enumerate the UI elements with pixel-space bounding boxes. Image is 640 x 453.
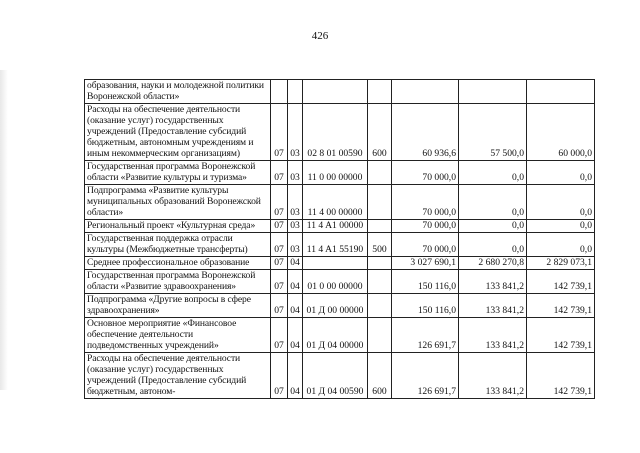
podrazdel-cell: 04 bbox=[288, 270, 303, 294]
razdel-cell: 07 bbox=[271, 233, 288, 257]
podrazdel-cell: 04 bbox=[288, 318, 303, 353]
amount-year2-cell: 133 841,2 bbox=[459, 318, 527, 353]
amount-year1-cell: 3 027 690,1 bbox=[392, 257, 459, 270]
table-row bbox=[85, 270, 595, 294]
amount-year1-cell: 150 116,0 bbox=[392, 294, 459, 318]
razdel-cell: 07 bbox=[271, 104, 288, 161]
table-row bbox=[85, 104, 595, 161]
razdel-cell: 07 bbox=[271, 161, 288, 185]
expense-type-cell bbox=[368, 185, 392, 220]
amount-year1-cell: 150 116,0 bbox=[392, 270, 459, 294]
target-article-cell bbox=[303, 80, 368, 104]
table-row bbox=[85, 353, 595, 399]
razdel-cell bbox=[271, 80, 288, 104]
amount-year3-cell: 142 739,1 bbox=[527, 353, 595, 399]
target-article-cell: 02 8 01 00590 bbox=[303, 104, 368, 161]
row-name-cell: Расходы на обеспечение деятельности (оказание услуг) государственных учреждений (Предоставление субсидий бюджетным, автоном- bbox=[85, 353, 271, 399]
table-row bbox=[85, 80, 595, 104]
expense-type-cell: 600 bbox=[368, 353, 392, 399]
row-name-cell: Среднее профессиональное образование bbox=[85, 257, 271, 270]
amount-year2-cell: 133 841,2 bbox=[459, 294, 527, 318]
table-row bbox=[85, 233, 595, 257]
podrazdel-cell: 04 bbox=[288, 353, 303, 399]
podrazdel-cell: 03 bbox=[288, 220, 303, 233]
expense-type-cell bbox=[368, 220, 392, 233]
expense-type-cell bbox=[368, 161, 392, 185]
amount-year1-cell: 126 691,7 bbox=[392, 353, 459, 399]
podrazdel-cell: 03 bbox=[288, 161, 303, 185]
amount-year2-cell: 0,0 bbox=[459, 220, 527, 233]
podrazdel-cell: 03 bbox=[288, 185, 303, 220]
amount-year3-cell: 0,0 bbox=[527, 161, 595, 185]
amount-year2-cell: 57 500,0 bbox=[459, 104, 527, 161]
budget-table-body bbox=[85, 80, 595, 399]
scan-shadow bbox=[0, 70, 8, 390]
podrazdel-cell: 03 bbox=[288, 233, 303, 257]
row-name-cell: Расходы на обеспечение деятельности (оказание услуг) государственных учреждений (Предоставление субсидий бюджетным, автономным учреждениям и иным некоммерческим организациям) bbox=[85, 104, 271, 161]
target-article-cell: 11 0 00 00000 bbox=[303, 161, 368, 185]
amount-year1-cell: 126 691,7 bbox=[392, 318, 459, 353]
expense-type-cell bbox=[368, 270, 392, 294]
podrazdel-cell: 04 bbox=[288, 257, 303, 270]
row-name-cell: Основное мероприятие «Финансовое обеспечение деятельности подведомственных учреждений» bbox=[85, 318, 271, 353]
amount-year3-cell: 60 000,0 bbox=[527, 104, 595, 161]
expense-type-cell: 600 bbox=[368, 104, 392, 161]
amount-year2-cell: 2 680 270,8 bbox=[459, 257, 527, 270]
amount-year3-cell: 142 739,1 bbox=[527, 318, 595, 353]
row-name-cell: Подпрограмма «Другие вопросы в сфере здравоохранения» bbox=[85, 294, 271, 318]
target-article-cell: 01 Д 04 00000 bbox=[303, 318, 368, 353]
amount-year1-cell bbox=[392, 80, 459, 104]
razdel-cell: 07 bbox=[271, 353, 288, 399]
table-row bbox=[85, 294, 595, 318]
page-number: 426 bbox=[311, 30, 329, 42]
table-row bbox=[85, 185, 595, 220]
amount-year3-cell: 0,0 bbox=[527, 233, 595, 257]
amount-year3-cell: 142 739,1 bbox=[527, 270, 595, 294]
podrazdel-cell: 04 bbox=[288, 294, 303, 318]
row-name-cell: Подпрограмма «Развитие культуры муниципальных образований Воронежской области» bbox=[85, 185, 271, 220]
amount-year3-cell: 142 739,1 bbox=[527, 294, 595, 318]
amount-year1-cell: 70 000,0 bbox=[392, 220, 459, 233]
row-name-cell: Государственная программа Воронежской области «Развитие здравоохранения» bbox=[85, 270, 271, 294]
table-row bbox=[85, 318, 595, 353]
podrazdel-cell: 03 bbox=[288, 104, 303, 161]
expense-type-cell bbox=[368, 80, 392, 104]
amount-year3-cell: 0,0 bbox=[527, 185, 595, 220]
podrazdel-cell bbox=[288, 80, 303, 104]
amount-year2-cell bbox=[459, 80, 527, 104]
amount-year3-cell: 2 829 073,1 bbox=[527, 257, 595, 270]
target-article-cell bbox=[303, 257, 368, 270]
razdel-cell: 07 bbox=[271, 220, 288, 233]
budget-table bbox=[84, 79, 595, 399]
amount-year3-cell bbox=[527, 80, 595, 104]
amount-year2-cell: 133 841,2 bbox=[459, 270, 527, 294]
row-name-cell: Региональный проект «Культурная среда» bbox=[85, 220, 271, 233]
expense-type-cell: 500 bbox=[368, 233, 392, 257]
amount-year2-cell: 133 841,2 bbox=[459, 353, 527, 399]
amount-year1-cell: 70 000,0 bbox=[392, 233, 459, 257]
row-name-cell: образования, науки и молодежной политики Воронежской области» bbox=[85, 80, 271, 104]
razdel-cell: 07 bbox=[271, 294, 288, 318]
amount-year1-cell: 70 000,0 bbox=[392, 185, 459, 220]
table-row bbox=[85, 220, 595, 233]
amount-year1-cell: 70 000,0 bbox=[392, 161, 459, 185]
row-name-cell: Государственная поддержка отрасли культуры (Межбюджетные трансферты) bbox=[85, 233, 271, 257]
table-row bbox=[85, 161, 595, 185]
row-name-cell: Государственная программа Воронежской области «Развитие культуры и туризма» bbox=[85, 161, 271, 185]
amount-year2-cell: 0,0 bbox=[459, 233, 527, 257]
amount-year3-cell: 0,0 bbox=[527, 220, 595, 233]
razdel-cell: 07 bbox=[271, 318, 288, 353]
razdel-cell: 07 bbox=[271, 185, 288, 220]
target-article-cell: 11 4 A1 55190 bbox=[303, 233, 368, 257]
amount-year1-cell: 60 936,6 bbox=[392, 104, 459, 161]
expense-type-cell bbox=[368, 257, 392, 270]
target-article-cell: 11 4 A1 00000 bbox=[303, 220, 368, 233]
target-article-cell: 01 Д 00 00000 bbox=[303, 294, 368, 318]
table-row bbox=[85, 257, 595, 270]
amount-year2-cell: 0,0 bbox=[459, 185, 527, 220]
razdel-cell: 07 bbox=[271, 257, 288, 270]
expense-type-cell bbox=[368, 294, 392, 318]
razdel-cell: 07 bbox=[271, 270, 288, 294]
amount-year2-cell: 0,0 bbox=[459, 161, 527, 185]
target-article-cell: 01 0 00 00000 bbox=[303, 270, 368, 294]
expense-type-cell bbox=[368, 318, 392, 353]
target-article-cell: 01 Д 04 00590 bbox=[303, 353, 368, 399]
target-article-cell: 11 4 00 00000 bbox=[303, 185, 368, 220]
